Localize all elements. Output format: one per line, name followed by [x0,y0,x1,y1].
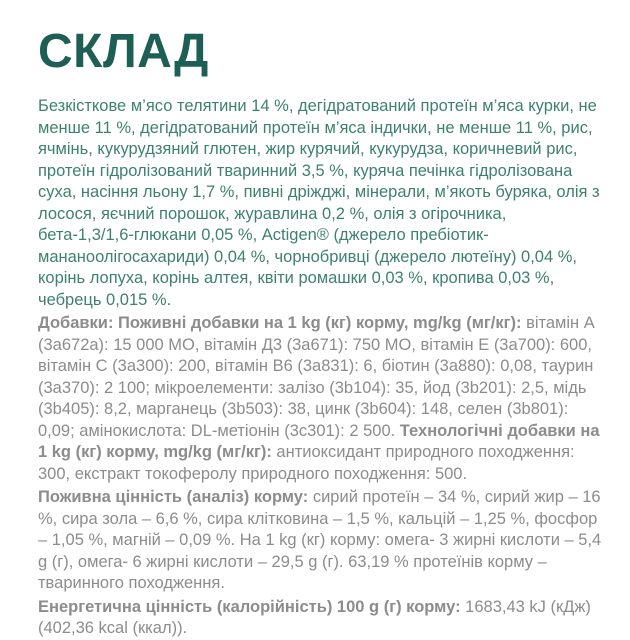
composition-paragraph: Безкісткове м’ясо телятини 14 %, дегідратований протеїн м’яса курки, не менше 11 %, дегідратований протеїн м’яса індички, не менше 11 %, рис, ячмінь, кукурудзяний глютен, жир курячий, кукурудза, коричневий рис, протеїн гідролізований тваринний 3,5 %, куряча печінка гідролізована суха, насіння льону 1,7 %, пивні дріжджі, мінерали, м’якоть буряка, олія з лосося, яєчний порошок, журавлина 0,2 %, олія з огірочника, бета-1,3/1,6-глюкани 0,05 %, Actigen® (джерело пребіотик- мананоолігосахариди) 0,04 %, чорнобривці (джерело лютеїну) 0,04 %, корінь лопуха, корінь алтея, квіти ромашки 0,03 %, кропива 0,03 %, чебрець 0,015 %. [38,97,600,309]
energy-lead: Енергетична цінність (калорійність) 100 g (г) корму: [38,597,461,616]
additives-nutritional-lead: Добавки: Поживні добавки на 1 kg (кг) корму, mg/kg (мг/кг): [38,314,522,332]
page-title: СКЛАД [38,25,209,78]
nutrition-lead: Поживна цінність (аналіз) корму: [38,488,309,506]
energy-paragraph [38,597,602,640]
additives-nutritional-text: вітамін А (3а672а): 15 000 МО, вітамін Д3 (3а671): 750 МО, вітамін Е (3а700): 600, вітамін С (3а300): 200, вітамін В6 (3а831): 6, біотин (3а880): 0,08, таурин (3а370): 2 100; мікроелементи: залізо (3b104): 35, йод (3b201): 2,5, мідь (3b405): 8,2, марганець (3b503): 38, цинк (3b604): 148, селен (3b801): 0,09; амінокислота: DL-метіонін (3с301): 2 500. [38,314,595,440]
nutrition-text: сирий протеїн – 34 %, сирий жир – 16 %, сира зола – 6,6 %, сира клітковина – 1,5 %, кальцій – 1,25 %, фосфор – 1,05 %, магній – 0,09 %. На 1 kg (кг) корму: омега- 3 жирні кислоти – 5,4 g (г), омега- 6 жирні кислоти – 29,5 g (г). 63,19 % протеїнів корму – тваринного походження. [38,488,602,592]
nutrition-paragraph [38,487,602,595]
additives-technological-lead: Технологічні добавки на 1 kg (кг) корму, mg/kg (мг/кг): [38,421,600,461]
additives-technological-text: антиоксидант природного походження: 300, екстракт токоферолу природного походження: 500. [38,443,575,483]
additives-paragraph [38,313,602,485]
energy-text: 1683,43 kJ (кДж) (402,36 kcal (ккал)). [38,597,591,637]
